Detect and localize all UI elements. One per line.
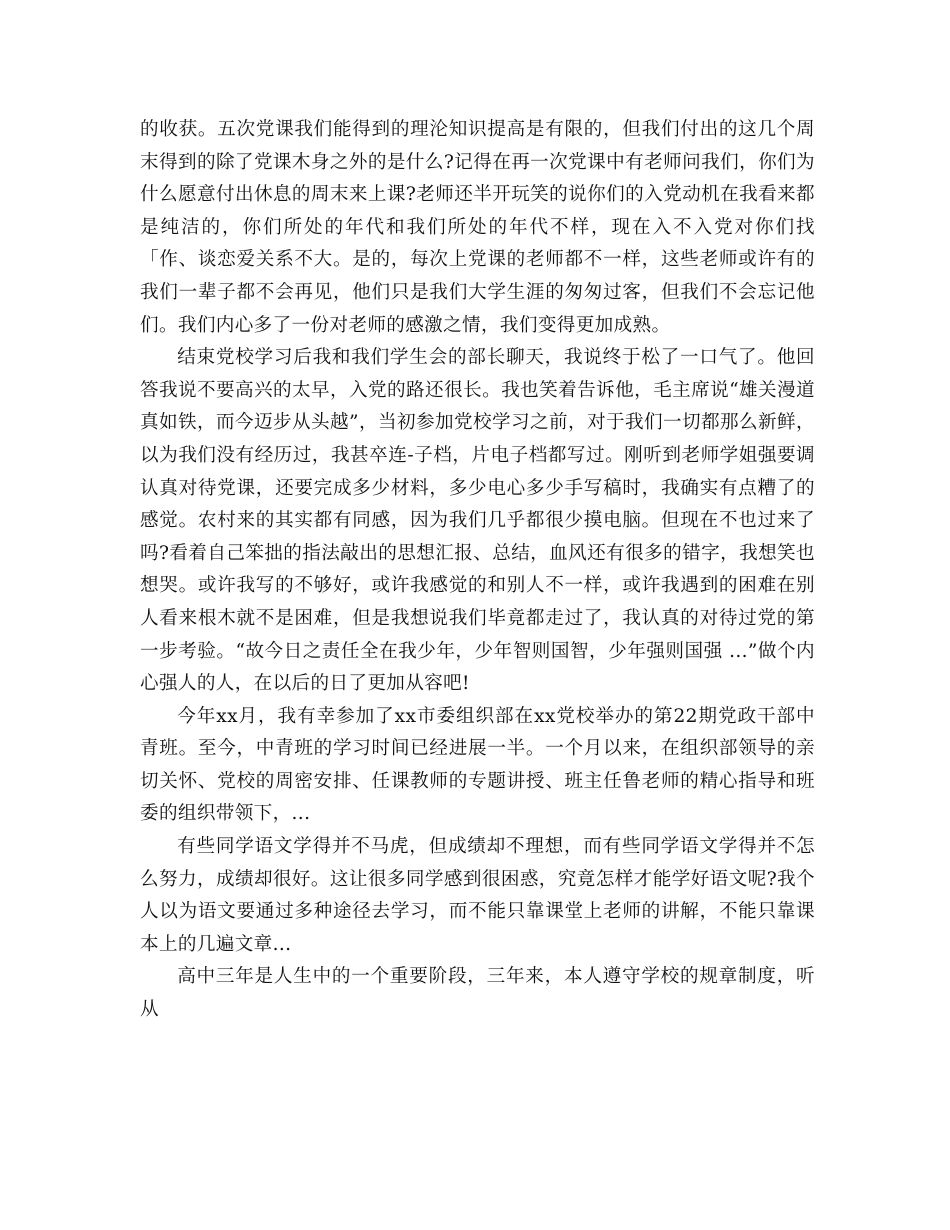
paragraph-4: 有些同学语文学得并不马虎，但成绩却不理想，而有些同学语文学得并不怎么努力，成绩却很好。这让很多同学感到很困惑，究竟怎样才能学好语文呢?我个人以为语文要通过多种途径去学习，而不能只靠课堂上老师的讲解，不能只靠课本上的几遍文章...: [140, 836, 815, 955]
paragraph-5: 高中三年是人生中的一个重要阶段，三年来，本人遵守学校的规章制度，听从: [140, 966, 815, 1021]
paragraph-3: 今年xx月，我有幸参加了xx市委组织部在xx党校举办的第22期党政干部中青班。至今，中青班的学习时间已经进展一半。一个月以来，在组织部领导的亲切关怀、党校的周密安排、任课教师的专题讲授、班主任鲁老师的精心指导和班委的组织带领下，...: [140, 705, 815, 825]
paragraph-2: 结束党校学习后我和我们学生会的部长聊天，我说终于松了一口气了。他回答我说不要高兴的太早，入党的路还很长。我也笑着告诉他，毛主席说“雄关漫道真如铁，而今迈步从头越”，当初参加党校学习之前，对于我们一切都那么新鲜，以为我们没有经历过，我甚卒连-子档，片电子档都写过。刚听到老师学姐强要调认真对待党课，还要完成多少材料，多少电心多少手写稿时，我确实有点糟了的感觉。农村来的其实都有同感，因为我们几乎都很少摸电脑。但现在不也过来了吗?看着自己笨拙的指法敲出的思想汇报、总结，血风还有很多的错字，我想笑也想哭。或许我写的不够好，或许我感觉的和别人不一样，或许我遇到的困难在别人看来根木就不是困难，但是我想说我们毕竟都走过了，我认真的对待过党的第一步考验。“故今日之责任全在我少年，少年智则国智，少年强则国强 ...”做个内心强人的人，在以后的日了更加从容吧!: [140, 347, 815, 695]
paragraph-1: 的收获。五次党课我们能得到的理沦知识提高是有限的，但我们付出的这几个周末得到的除了党课木身之外的是什么?记得在再一次党课中有老师问我们，你们为什么愿意付出休息的周末来上课?老师还半开玩笑的说你们的入党动机在我看来都是纯洁的，你们所处的年代和我们所处的年代不样，现在入不入党对你们找「作、谈恋爱关系不大。是的，每次上党课的老师都不一样，这些老师或许有的我们一辈子都不会再见，他们只是我们大学生涯的匆匆过客，但我们不会忘记他们。我们内心多了一份对老师的感激之情，我们变得更加成熟。: [140, 119, 815, 336]
document-page: [140, 114, 815, 1027]
